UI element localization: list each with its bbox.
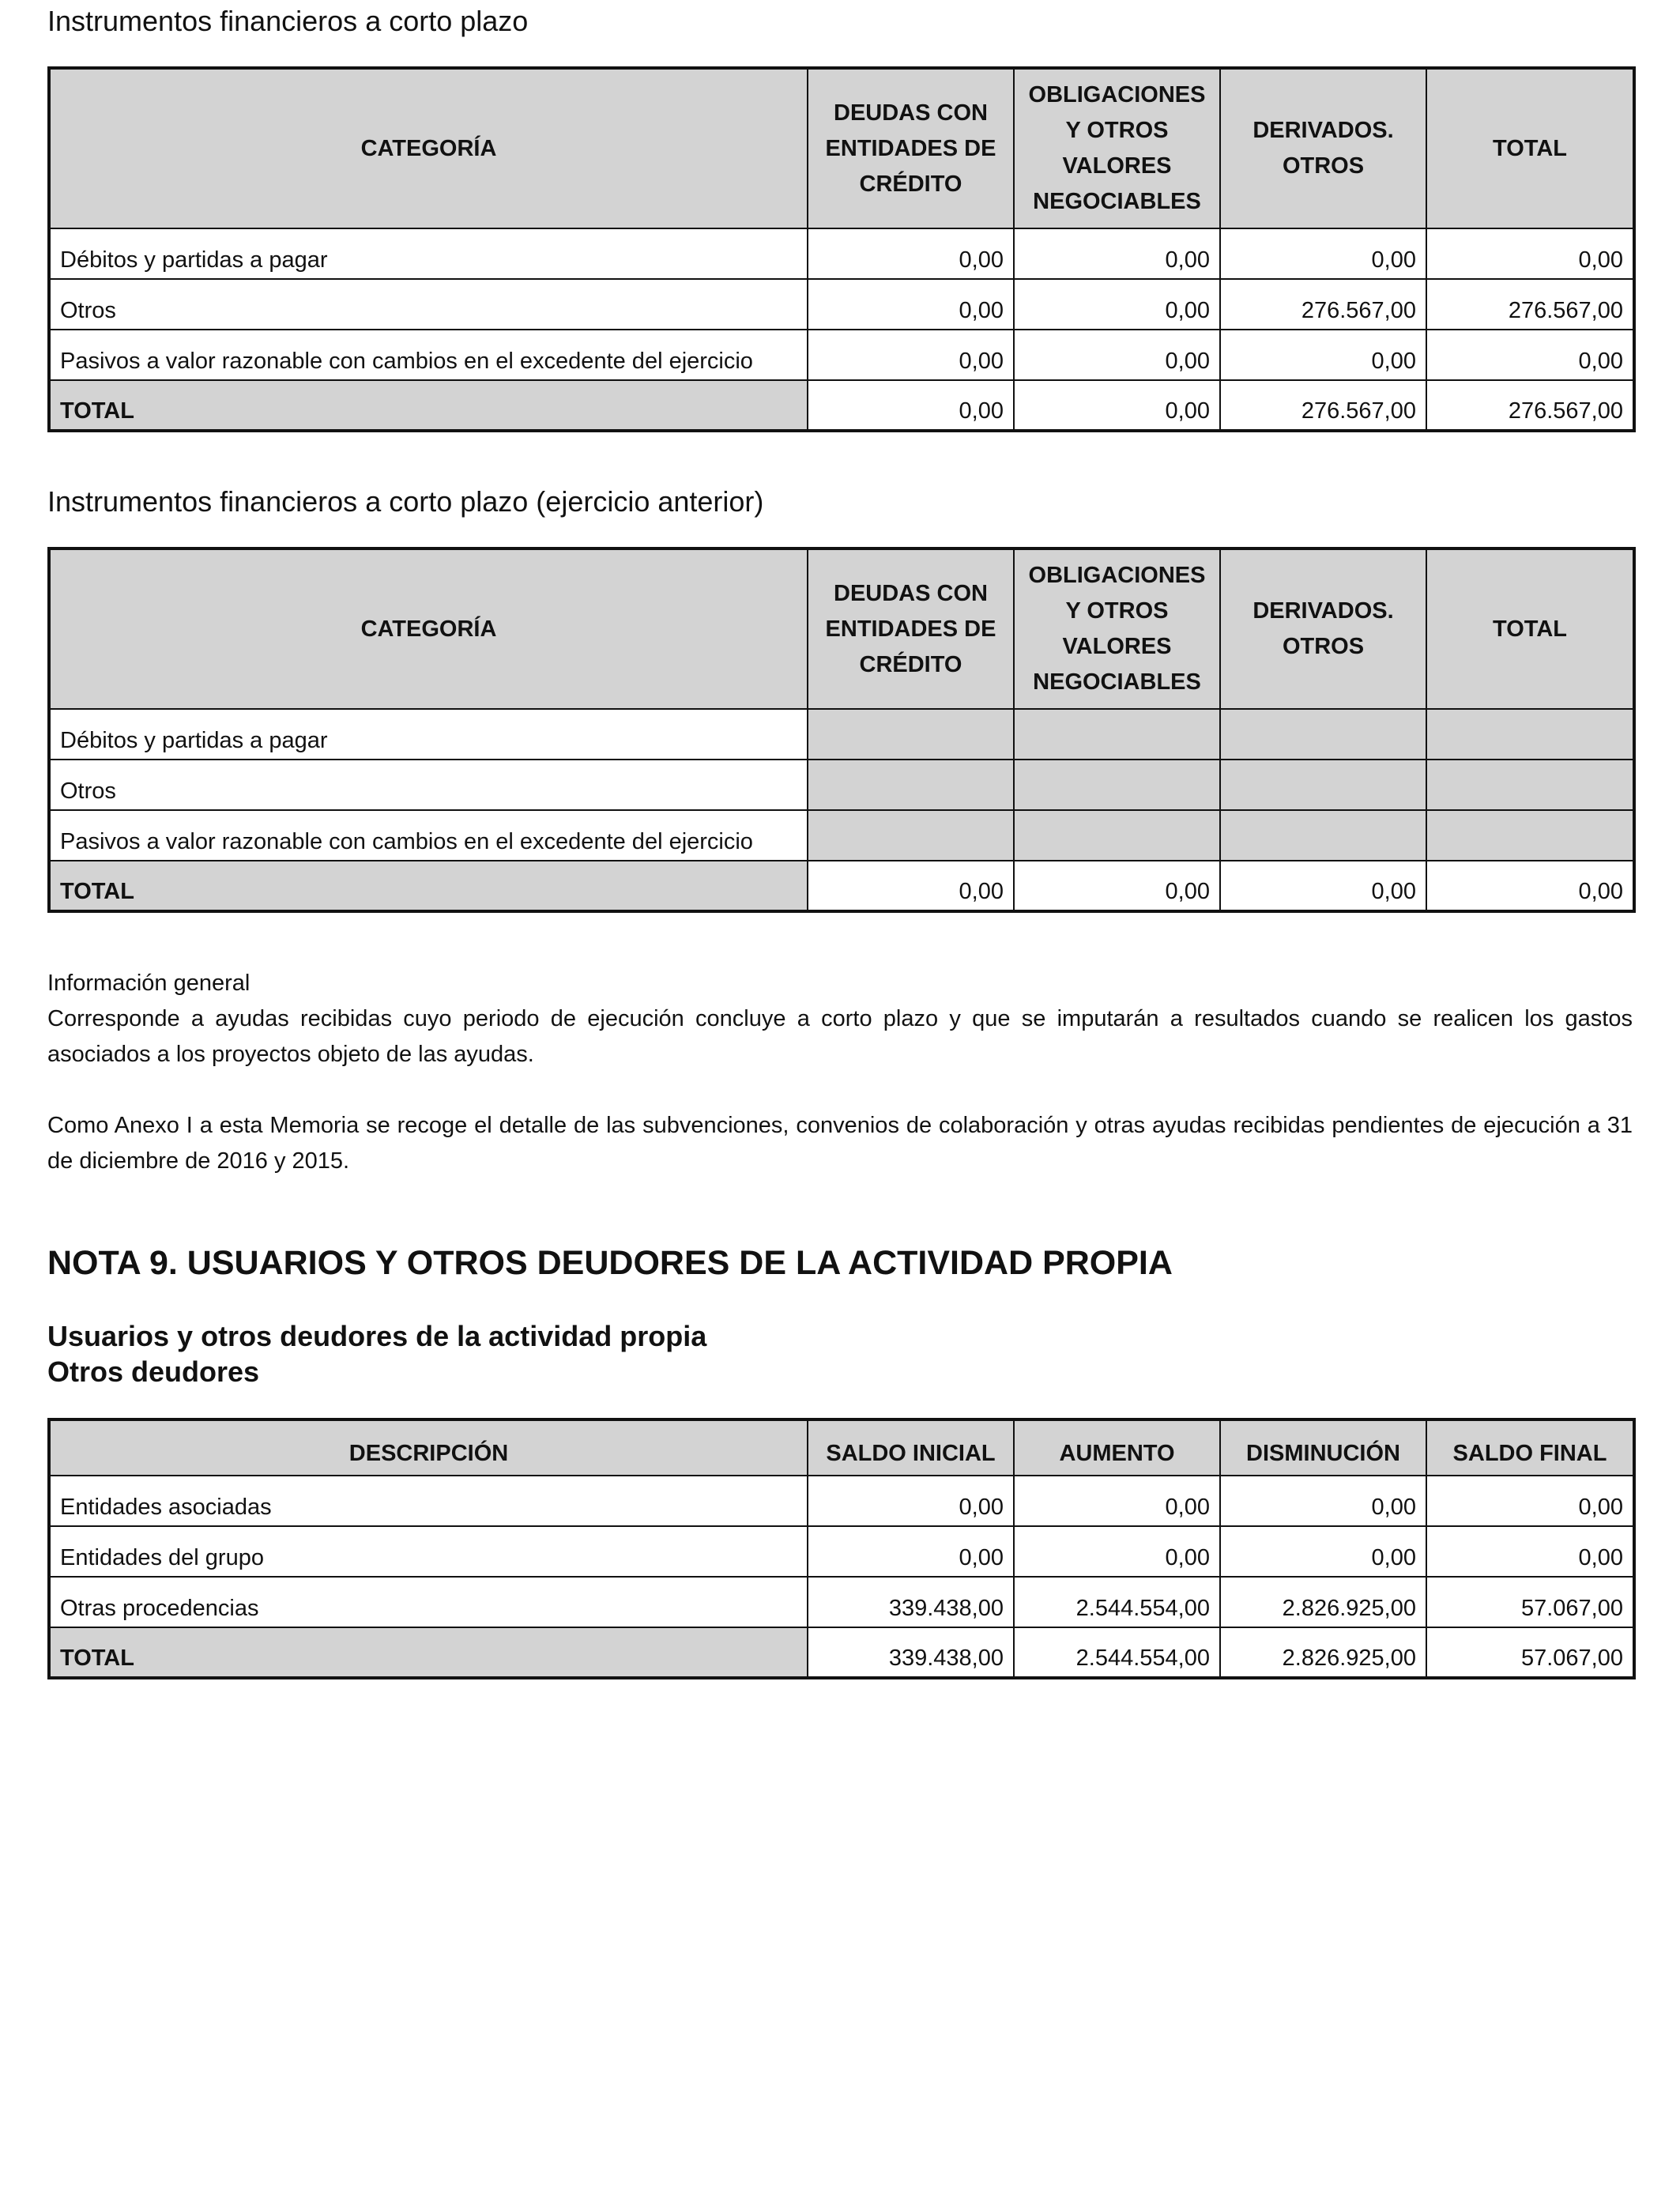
table-row xyxy=(49,810,1634,861)
table-total-row xyxy=(49,1627,1634,1678)
total-label: TOTAL xyxy=(49,861,808,911)
cell-value: 2.826.925,00 xyxy=(1220,1577,1426,1627)
row-label: Pasivos a valor razonable con cambios en el excedente del ejercicio xyxy=(49,330,808,380)
table-row xyxy=(49,1526,1634,1577)
cell-value: 2.544.554,00 xyxy=(1014,1577,1220,1627)
total-value: 0,00 xyxy=(808,380,1014,431)
row-label: Débitos y partidas a pagar xyxy=(49,709,808,760)
info-heading: Información general xyxy=(47,971,250,996)
cell-value: 0,00 xyxy=(1014,279,1220,330)
cell-value: 0,00 xyxy=(1220,228,1426,279)
cell-value: 0,00 xyxy=(1220,330,1426,380)
total-label: TOTAL xyxy=(49,1627,808,1678)
table-row xyxy=(49,760,1634,810)
empty-cell xyxy=(808,810,1014,861)
row-label: Entidades asociadas xyxy=(49,1476,808,1526)
table-total-row xyxy=(49,861,1634,911)
total-value: 0,00 xyxy=(808,861,1014,911)
empty-cell xyxy=(1014,709,1220,760)
row-label: Débitos y partidas a pagar xyxy=(49,228,808,279)
cell-value: 0,00 xyxy=(1426,228,1634,279)
empty-cell xyxy=(1220,810,1426,861)
total-value: 0,00 xyxy=(1014,861,1220,911)
info-paragraph-2: Como Anexo I a esta Memoria se recoge el detalle de las subvenciones, convenios de colaboración y otras ayudas recibidas pendientes de ejecución a 31 de diciembre de 2016 y 2015. xyxy=(47,1113,1633,1174)
cell-value: 0,00 xyxy=(1220,1526,1426,1577)
table1-short-term-instruments xyxy=(47,66,1636,432)
cell-value: 0,00 xyxy=(1014,1476,1220,1526)
cell-value: 276.567,00 xyxy=(1220,279,1426,330)
cell-value: 0,00 xyxy=(1426,1476,1634,1526)
cell-value: 57.067,00 xyxy=(1426,1577,1634,1627)
cell-value: 339.438,00 xyxy=(808,1577,1014,1627)
header-derivados-otros: DERIVADOS. OTROS xyxy=(1220,548,1426,709)
header-obligaciones-valores: OBLIGACIONES Y OTROS VALORES NEGOCIABLES xyxy=(1014,68,1220,228)
general-information xyxy=(47,966,1633,1179)
empty-cell xyxy=(1426,810,1634,861)
header-derivados-otros: DERIVADOS. OTROS xyxy=(1220,68,1426,228)
cell-value: 0,00 xyxy=(1426,1526,1634,1577)
empty-cell xyxy=(1220,709,1426,760)
table-row xyxy=(49,228,1634,279)
table3-otros-deudores xyxy=(47,1418,1636,1679)
total-value: 339.438,00 xyxy=(808,1627,1014,1678)
nota9-title: NOTA 9. USUARIOS Y OTROS DEUDORES DE LA ACTIVIDAD PROPIA xyxy=(47,1244,1173,1282)
total-value: 0,00 xyxy=(1426,861,1634,911)
empty-cell xyxy=(1014,760,1220,810)
header-saldo-final: SALDO FINAL xyxy=(1426,1419,1634,1476)
table2-short-term-instruments-prior-year xyxy=(47,547,1636,913)
empty-cell xyxy=(1426,760,1634,810)
header-categoria: CATEGORÍA xyxy=(49,548,808,709)
header-aumento: AUMENTO xyxy=(1014,1419,1220,1476)
empty-cell xyxy=(1426,709,1634,760)
table-row xyxy=(49,709,1634,760)
total-value: 276.567,00 xyxy=(1426,380,1634,431)
nota9-subtitle-2: Otros deudores xyxy=(47,1355,260,1388)
header-obligaciones-valores: OBLIGACIONES Y OTROS VALORES NEGOCIABLES xyxy=(1014,548,1220,709)
table-row xyxy=(49,279,1634,330)
header-total: TOTAL xyxy=(1426,548,1634,709)
empty-cell xyxy=(808,709,1014,760)
header-disminucion: DISMINUCIÓN xyxy=(1220,1419,1426,1476)
row-label: Otros xyxy=(49,760,808,810)
row-label: Otros xyxy=(49,279,808,330)
header-deudas-entidades-credito: DEUDAS CON ENTIDADES DE CRÉDITO xyxy=(808,68,1014,228)
cell-value: 0,00 xyxy=(1220,1476,1426,1526)
total-label: TOTAL xyxy=(49,380,808,431)
table2-title: Instrumentos financieros a corto plazo (ejercicio anterior) xyxy=(47,485,764,518)
cell-value: 276.567,00 xyxy=(1426,279,1634,330)
cell-value: 0,00 xyxy=(1014,1526,1220,1577)
header-total: TOTAL xyxy=(1426,68,1634,228)
nota9-subtitle-1: Usuarios y otros deudores de la actividad propia xyxy=(47,1320,707,1352)
header-categoria: CATEGORÍA xyxy=(49,68,808,228)
row-label: Pasivos a valor razonable con cambios en el excedente del ejercicio xyxy=(49,810,808,861)
empty-cell xyxy=(1014,810,1220,861)
header-descripcion: DESCRIPCIÓN xyxy=(49,1419,808,1476)
empty-cell xyxy=(808,760,1014,810)
total-value: 0,00 xyxy=(1220,861,1426,911)
total-value: 276.567,00 xyxy=(1220,380,1426,431)
total-value: 0,00 xyxy=(1014,380,1220,431)
table-row xyxy=(49,1577,1634,1627)
cell-value: 0,00 xyxy=(808,228,1014,279)
table-row xyxy=(49,1476,1634,1526)
cell-value: 0,00 xyxy=(808,279,1014,330)
cell-value: 0,00 xyxy=(808,1476,1014,1526)
cell-value: 0,00 xyxy=(808,330,1014,380)
table-row xyxy=(49,330,1634,380)
table-total-row xyxy=(49,380,1634,431)
cell-value: 0,00 xyxy=(1426,330,1634,380)
total-value: 2.544.554,00 xyxy=(1014,1627,1220,1678)
cell-value: 0,00 xyxy=(1014,228,1220,279)
empty-cell xyxy=(1220,760,1426,810)
total-value: 2.826.925,00 xyxy=(1220,1627,1426,1678)
row-label: Otras procedencias xyxy=(49,1577,808,1627)
cell-value: 0,00 xyxy=(808,1526,1014,1577)
row-label: Entidades del grupo xyxy=(49,1526,808,1577)
header-saldo-inicial: SALDO INICIAL xyxy=(808,1419,1014,1476)
header-deudas-entidades-credito: DEUDAS CON ENTIDADES DE CRÉDITO xyxy=(808,548,1014,709)
total-value: 57.067,00 xyxy=(1426,1627,1634,1678)
table1-title: Instrumentos financieros a corto plazo xyxy=(47,5,529,37)
cell-value: 0,00 xyxy=(1014,330,1220,380)
info-paragraph-1: Corresponde a ayudas recibidas cuyo periodo de ejecución concluye a corto plazo y que se imputarán a resultados cuando se realicen los gastos asociados a los proyectos objeto de las ayudas. xyxy=(47,1006,1633,1067)
